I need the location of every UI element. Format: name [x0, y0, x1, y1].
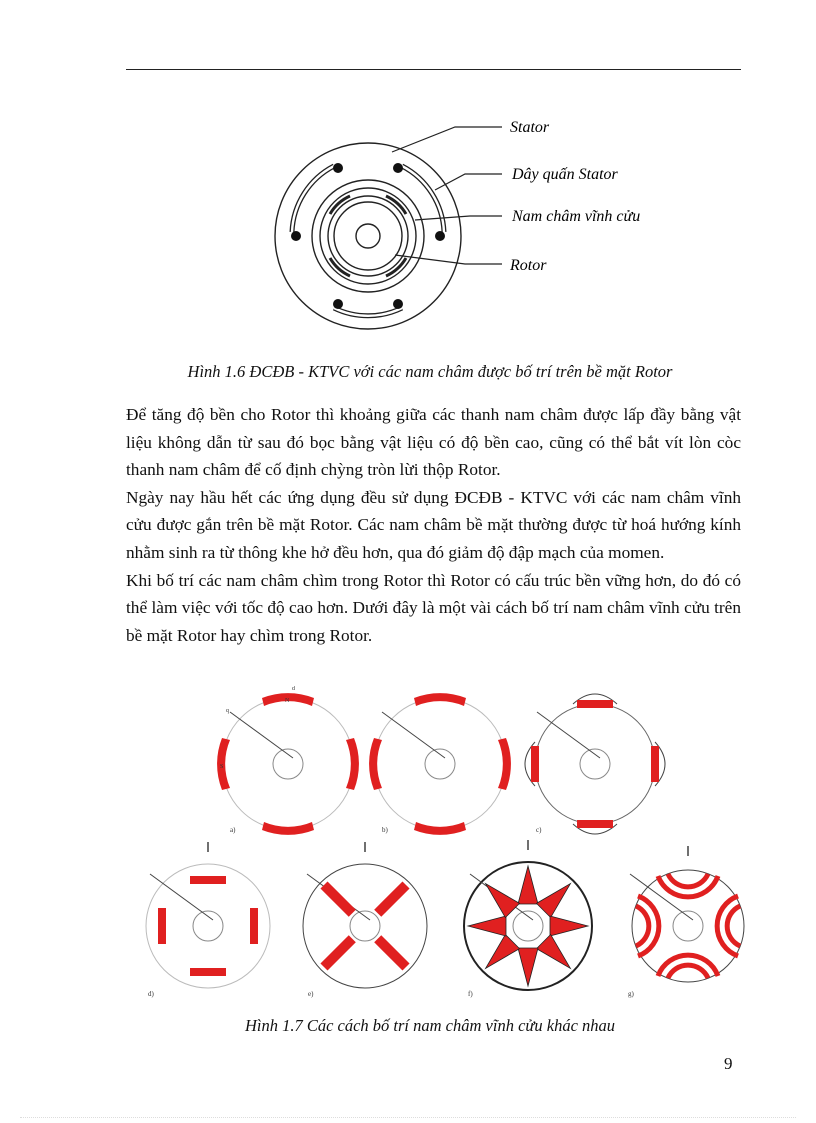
winding-left [292, 166, 334, 232]
winding-right [402, 166, 444, 232]
label-rotor: Rotor [510, 257, 547, 274]
panel-a [217, 686, 359, 835]
rotor-ring-inner [328, 196, 408, 276]
label-stator: Stator [510, 119, 550, 136]
panel-label-b: b) [382, 826, 388, 834]
figure-1-6-caption: Hình 1.6 ĐCĐB - KTVC với các nam châm được bố trí trên bề mặt Rotor [187, 362, 673, 381]
panel-f [464, 840, 592, 990]
panel-g [630, 846, 744, 982]
panel-label-c: c) [536, 826, 542, 834]
figure-1-7-caption: Hình 1.7 Các cách bố trí nam châm vĩnh cửu khác nhau [244, 1016, 616, 1035]
axis-q-label: q [226, 708, 229, 714]
pole-s-label: S [220, 764, 224, 770]
panel-label-f: f) [468, 990, 473, 998]
panel-c [525, 686, 665, 834]
winding-conductors [291, 163, 445, 309]
footer-rule [20, 1117, 796, 1118]
panel-d [146, 842, 270, 988]
label-magnet: Nam châm vĩnh cửu [512, 208, 641, 225]
panel-label-g: g) [628, 990, 634, 998]
page-number: 9 [724, 1054, 733, 1073]
motor-cross-section [275, 143, 461, 329]
panel-label-e: e) [308, 990, 314, 998]
figure-1-6-motor-diagram [270, 108, 690, 348]
paragraph: Để tăng độ bền cho Rotor thì khoảng giữa các thanh nam châm được lấp đầy bằng vật liệu không dẫn từ sau đó bọc bằng vật liệu có độ bền cao, cũng có thể bắt vít lòn còc thanh nam châm để cố định chỳng tròn lừi thộp Rotor. [126, 405, 741, 480]
panel-b [369, 686, 511, 835]
header-rule [126, 69, 741, 70]
leader-lines [392, 127, 502, 264]
panel-label-a: a) [230, 826, 236, 834]
paragraph: Ngày nay hầu hết các ứng dụng đều sử dụng ĐCĐB - KTVC với các nam châm vĩnh cửu được gắn trên bề mặt Rotor. Các nam châm bề mặt thường được từ hoá hướng kính nhằm sinh ra từ thông khe hở đều hơn, qua đó giảm độ đập mạch của momen. [126, 487, 741, 562]
stator-outer-circle [275, 143, 461, 329]
figure-1-7-magnet-arrangements [130, 686, 745, 1006]
axis-d-label: d [292, 686, 295, 692]
body-text [126, 401, 741, 649]
panel-e [303, 842, 427, 988]
paragraph: Khi bố trí các nam châm chìm trong Rotor thì Rotor có cấu trúc bền vững hơn, do đó có thể làm việc với tốc độ cao hơn. Dưới đây là một vài cách bố trí nam châm vĩnh cửu trên bề mặt Rotor hay chìm trong Rotor. [126, 570, 741, 645]
shaft [356, 224, 380, 248]
label-winding: Dây quấn Stator [512, 166, 618, 183]
rotor-body [334, 202, 402, 270]
panel-label-d: d) [148, 990, 154, 998]
stator-inner-circle [312, 180, 424, 292]
pole-n-label: N [285, 698, 290, 704]
